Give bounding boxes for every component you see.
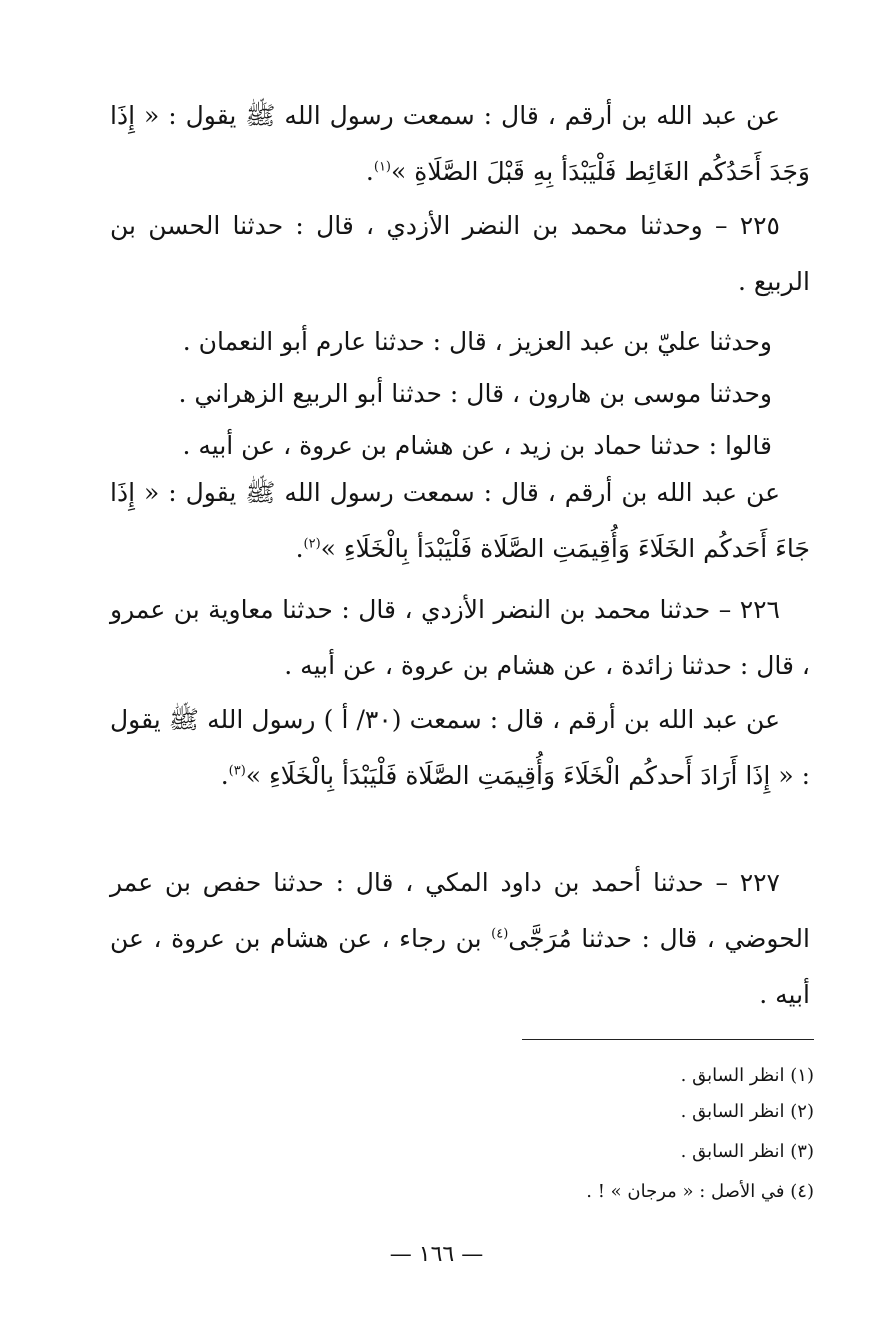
paragraph-hadith-1: عن عبد الله بن أرقم ، قال : سمعت رسول الله ﷺ يقول : « إِذَا وَجَدَ أَحَدُكُم الغَائِط فَلْيَبْدَأ بِهِ قَبْلَ الصَّلَاةِ »$^{(١)}$. [110, 101, 810, 186]
footnote-separator [522, 1039, 814, 1040]
footnote-3: (٣) انظر السابق . [680, 1141, 814, 1162]
paragraph-hadith-225 [110, 198, 810, 310]
paragraph-hadith-227 [110, 855, 810, 1023]
paragraph-chain-1 [110, 318, 810, 366]
paragraph-text: وحدثنا عليّ بن عبد العزيز ، قال : حدثنا عارم أبو النعمان . [182, 327, 772, 356]
footnote-ref-2[interactable]: (٢) [303, 536, 321, 552]
paragraph-text: بن رجاء ، عن هشام بن عروة ، عن أبيه . [110, 924, 810, 1009]
paragraph-text: عن عبد الله بن أرقم ، قال : سمعت (٣٠/ أ ) رسول الله ﷺ يقول : « إِذَا أَرَادَ أَحدكُم الْخَلَاءَ وَأُقِيمَتِ الصَّلَاة فَلْيَبْدَأ بِالْخَلَاءِ » [110, 705, 810, 790]
paragraph-hadith-3: عن عبد الله بن أرقم ، قال : سمعت (٣٠/ أ ) رسول الله ﷺ يقول : « إِذَا أَرَادَ أَحدكُم الْخَلَاءَ وَأُقِيمَتِ الصَّلَاة فَلْيَبْدَأ بِالْخَلَاءِ »$^{(٣)}$. [110, 705, 810, 790]
footnote-1: (١) انظر السابق . [680, 1065, 814, 1086]
paragraph-text: ٢٢٥ – وحدثنا محمد بن النضر الأزدي ، قال : حدثنا الحسن بن الربيع . [110, 211, 810, 296]
page-number: — ١٦٦ — [389, 1242, 484, 1267]
footnote-ref-1[interactable]: (١) [373, 159, 391, 175]
paragraph-text: ٢٢٦ – حدثنا محمد بن النضر الأزدي ، قال : حدثنا معاوية بن عمرو ، قال : حدثنا زائدة ، عن هشام بن عروة ، عن أبيه . [110, 595, 810, 680]
footnote-2: (٢) انظر السابق . [680, 1101, 814, 1122]
paragraph-hadith-2: عن عبد الله بن أرقم ، قال : سمعت رسول الله ﷺ يقول : « إِذَا جَاءَ أَحَدكُم الخَلَاءَ وَأُقِيمَتِ الصَّلَاة فَلْيَبْدَأ بِالْخَلَاءِ »$^{(٢)}$. [110, 478, 810, 563]
footnote-ref-4[interactable]: (٤) [491, 926, 509, 942]
footnote-4: (٤) في الأصل : « مرجان » ! . [586, 1181, 814, 1202]
footnote-ref-3[interactable]: (٣) [228, 763, 246, 779]
paragraph-text: عن عبد الله بن أرقم ، قال : سمعت رسول الله ﷺ يقول : « إِذَا جَاءَ أَحَدكُم الخَلَاءَ وَأُقِيمَتِ الصَّلَاة فَلْيَبْدَأ بِالْخَلَاءِ » [110, 478, 810, 563]
paragraph-text: ٢٢٧ – حدثنا أحمد بن داود المكي ، قال : حدثنا حفص بن عمر الحوضي ، قال : حدثنا مُرَجَّى [110, 868, 810, 953]
paragraph-text: وحدثنا موسى بن هارون ، قال : حدثنا أبو الربيع الزهراني . [178, 379, 772, 408]
paragraph-chain-2 [110, 370, 810, 418]
paragraph-text: قالوا : حدثنا حماد بن زيد ، عن هشام بن عروة ، عن أبيه . [182, 431, 772, 460]
paragraph-text: عن عبد الله بن أرقم ، قال : سمعت رسول الله ﷺ يقول : « إِذَا وَجَدَ أَحَدُكُم الغَائِط فَلْيَبْدَأ بِهِ قَبْلَ الصَّلَاةِ » [110, 101, 810, 186]
paragraph-chain-3 [110, 422, 810, 470]
paragraph-hadith-226 [110, 582, 810, 694]
